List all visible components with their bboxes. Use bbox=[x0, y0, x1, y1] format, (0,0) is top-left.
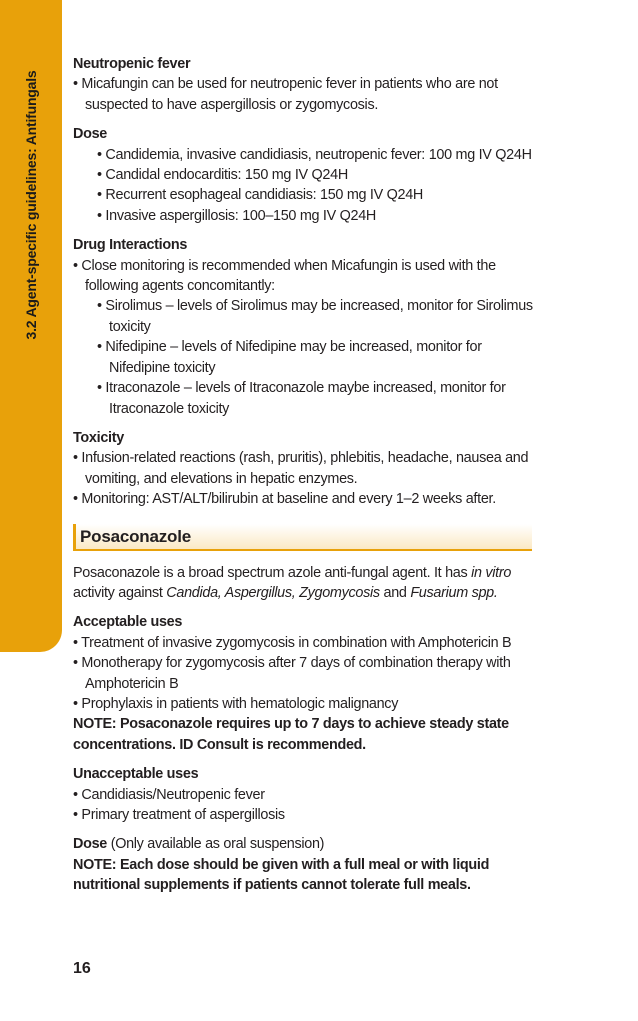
acceptable-uses-heading: Acceptable uses bbox=[73, 614, 183, 631]
list-item: • Treatment of invasive zygomycosis in combination with Amphotericin B bbox=[73, 634, 512, 651]
drug-interactions-heading: Drug Interactions bbox=[73, 237, 188, 254]
list-item: • Monotherapy for zygomycosis after 7 days of combination therapy with Amphotericin B bbox=[73, 655, 511, 692]
list-item: • Monitoring: AST/ALT/bilirubin at baseline and every 1–2 weeks after. bbox=[73, 491, 496, 508]
list-item: • Sirolimus – levels of Sirolimus may be increased, monitor for Sirolimus toxicity bbox=[97, 298, 533, 335]
list-item: • Candidal endocarditis: 150 mg IV Q24H bbox=[97, 167, 348, 184]
neutropenic-fever-heading: Neutropenic fever bbox=[73, 56, 191, 72]
side-tab-label: 3.2 Agent-specific guidelines: Antifungals bbox=[23, 70, 39, 340]
list-item: • Recurrent esophageal candidiasis: 150 mg IV Q24H bbox=[97, 187, 424, 204]
toxicity-heading: Toxicity bbox=[73, 429, 124, 446]
list-item: • Candidemia, invasive candidiasis, neutropenic fever: 100 mg IV Q24H bbox=[97, 146, 532, 163]
list-item: • Candidiasis/Neutropenic fever bbox=[73, 786, 265, 803]
posaconazole-dose-sub: (Only available as oral suspension) bbox=[107, 836, 325, 853]
posaconazole-dose-line bbox=[73, 834, 543, 854]
list-item: • Nifedipine – levels of Nifedipine may be increased, monitor for Nifedipine toxicity bbox=[97, 339, 482, 376]
posaconazole-section-header bbox=[73, 524, 543, 551]
section-title: Posaconazole bbox=[80, 526, 191, 546]
unacceptable-uses-heading: Unacceptable uses bbox=[73, 766, 199, 783]
page-content bbox=[73, 54, 543, 896]
list-item: • Primary treatment of aspergillosis bbox=[73, 807, 285, 823]
page-number: 16 bbox=[73, 960, 91, 977]
side-tab bbox=[0, 0, 62, 652]
list-item: • Itraconazole – levels of Itraconazole maybe increased, monitor for Itraconazole toxicity bbox=[97, 380, 506, 417]
list-item: • Prophylaxis in patients with hematologic malignancy bbox=[73, 695, 399, 712]
neutropenic-fever-bullet: • Micafungin can be used for neutropenic fever in patients who are not suspected to have aspergillosis or zygomycosis. bbox=[73, 76, 498, 113]
posaconazole-intro: Posaconazole is a broad spectrum azole anti-fungal agent. It has in vitro activity against Candida, Aspergillus, Zygomycosis and Fusarium spp. bbox=[73, 564, 512, 601]
acceptable-uses-note: NOTE: Posaconazole requires up to 7 days to achieve steady state concentrations. ID Consult is recommended. bbox=[73, 716, 509, 753]
list-item: • Infusion-related reactions (rash, pruritis), phlebitis, headache, nausea and vomiting, and elevations in hepatic enzymes. bbox=[73, 450, 529, 487]
list-item: • Invasive aspergillosis: 100–150 mg IV Q24H bbox=[97, 207, 377, 224]
drug-interactions-intro: • Close monitoring is recommended when Micafungin is used with the following agents concomitantly: bbox=[73, 257, 496, 295]
posaconazole-dose-note: NOTE: Each dose should be given with a full meal or with liquid nutritional supplements if patients cannot tolerate full meals. bbox=[73, 856, 490, 894]
posaconazole-dose-heading: Dose bbox=[73, 836, 107, 853]
micafungin-dose-heading: Dose bbox=[73, 126, 107, 143]
